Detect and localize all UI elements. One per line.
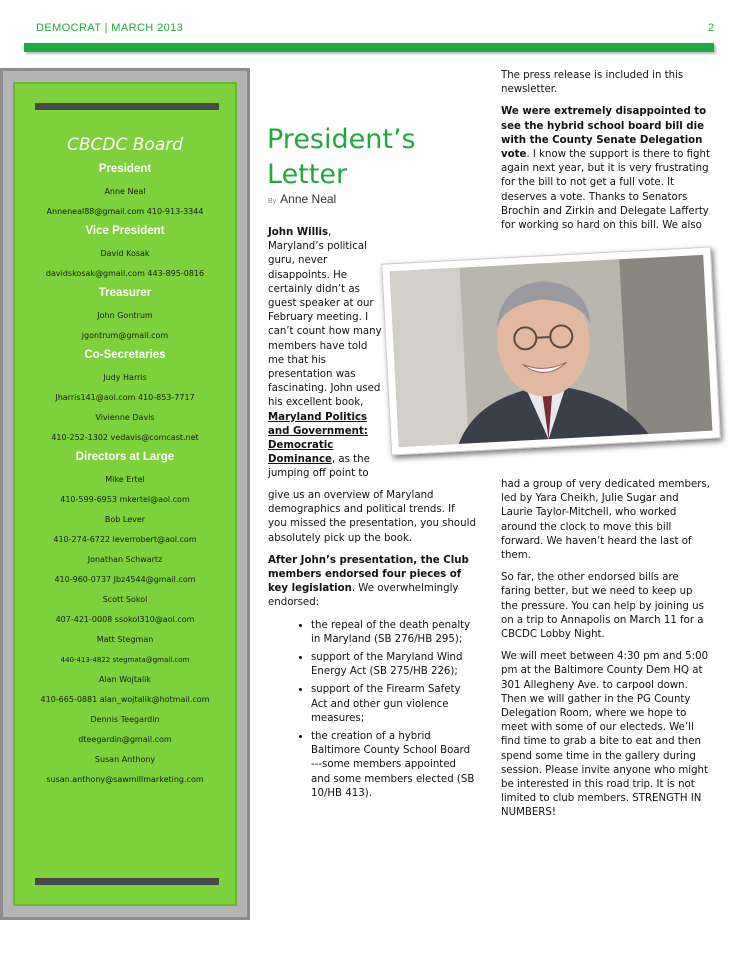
text: , as the jumping off point to xyxy=(268,454,370,480)
board-member-line: 410-665-0881 alan_wojtalik@hotmail.com xyxy=(40,695,210,704)
article-title: President’s Letter xyxy=(267,124,416,190)
paragraph xyxy=(268,554,476,611)
board-member-line: davidskosak@gmail.com 443-895-0816 xyxy=(45,269,205,278)
board-member-line: Judy Harris xyxy=(103,373,147,382)
board-member-line: Vivienne Davis xyxy=(95,413,155,422)
lead-name: John Willis xyxy=(268,227,329,238)
header-rule xyxy=(24,43,714,52)
board-member-line: Mike Ertel xyxy=(105,475,145,484)
text: . We overwhelmingly endorsed: xyxy=(268,583,459,609)
board-role-heading: Vice President xyxy=(85,225,165,237)
board-member-line: Matt Stegman xyxy=(96,635,154,644)
board-list xyxy=(15,134,235,786)
board-member-line: susan.anthony@sawmillmarketing.com xyxy=(46,775,204,784)
board-member-line: 410-274-6722 leverrobert@aol.com xyxy=(53,535,197,544)
board-member-line: 410-252-1302 vedavis@comcast.net xyxy=(51,433,199,442)
article-column-2-top xyxy=(501,69,711,241)
board-role-heading: Co-Secretaries xyxy=(84,349,166,361)
board-member-line: Alan Wojtalik xyxy=(99,675,151,684)
byline-prefix: By xyxy=(268,198,277,205)
text: . I know the support is there to fight again next year, but it is very frustrating for the bill to not get a full vote. It deserves a vote. Thanks to Senators Brochin and Zirkin and Delegate Lafferty for working so hard on this bill. We also xyxy=(501,149,710,232)
bold-text: After John’s presentation, the Club members endorsed four pieces of key legislation xyxy=(268,554,469,595)
photo-image xyxy=(390,255,713,447)
paragraph: So far, the other endorsed bills are faring better, but we need to keep up the pressure. You can help by joining us on a trip to Annapolis on March 11 for a CBCDC Lobby Night. xyxy=(501,572,704,641)
board-member-line: Jharris141@aol.com 410-853-7717 xyxy=(55,393,195,402)
board-member-line: Anneneal88@gmail.com 410-913-3344 xyxy=(46,207,204,216)
text: , Maryland’s political guru, never disappoints. He certainly didn’t as guest speaker at our February meeting. I can’t count how many members have told me that his presentation was fascinating. John used his excellent book, xyxy=(268,227,382,409)
byline-author: Anne Neal xyxy=(280,192,337,206)
board-role-heading: Directors at Large xyxy=(75,451,175,463)
list-item: • support of the Maryland Wind Energy Act (SB 275/HB 226); xyxy=(311,651,476,679)
paragraph xyxy=(268,226,386,482)
paragraph: give us an overview of Maryland demographics and political trends. If you missed the presentation, you should absolutely pick up the book. xyxy=(268,490,476,544)
sidebar-top-rule xyxy=(35,103,219,110)
board-member-line: Jonathan Schwartz xyxy=(87,555,163,564)
board-member-line: Scott Sokol xyxy=(102,595,148,604)
board-member-line: 407-421-0008 ssokol310@aol.com xyxy=(55,615,195,624)
list-item: • the repeal of the death penalty in Maryland (SB 276/HB 295); xyxy=(311,619,476,647)
board-member-line: Susan Anthony xyxy=(94,755,156,764)
board-role-heading: Treasurer xyxy=(98,287,152,299)
board-member-line: dteegardin@gmail.com xyxy=(78,735,172,744)
board-member-line: 410-599-6953 mkertel@aol.com xyxy=(60,495,190,504)
article-column-1 xyxy=(268,489,476,805)
article-column-2-bottom xyxy=(501,478,711,829)
sidebar-bottom-rule xyxy=(35,878,219,885)
portrait-photo xyxy=(381,246,721,455)
portrait-illustration xyxy=(390,255,713,447)
board-member-line: Dennis Teegardin xyxy=(90,715,160,724)
list-item: • the creation of a hybrid Baltimore County School Board ---some members appointed and some members elected (SB 10/HB 413). xyxy=(311,730,476,801)
paragraph: We will meet between 4:30 pm and 5:00 pm at the Baltimore County Dem HQ at 301 Allegheny Ave. to carpool down. Then we will gather in the PG County Delegation Room, where we hope to meet with some of our electeds. We’ll find time to grab a bite to eat and then spend some time in the gallery during session. Please invite anyone who might be interested in this road trip. It is not limited to club members. STRENGTH IN NUMBERS! xyxy=(501,651,709,819)
byline xyxy=(268,192,336,206)
sidebar-frame xyxy=(0,68,250,920)
board-sidebar xyxy=(13,82,237,906)
list-item: • support of the Firearm Safety Act and other gun violence measures; xyxy=(311,683,476,726)
header-issue: DEMOCRAT | MARCH 2013 xyxy=(36,22,184,34)
board-member-line: Anne Neal xyxy=(104,187,146,196)
board-member-line: John Gontrum xyxy=(97,311,153,320)
page-number: 2 xyxy=(708,22,715,34)
paragraph: The press release is included in this newsletter. xyxy=(501,70,684,96)
article-column-1-top xyxy=(268,226,386,490)
endorsement-list xyxy=(268,619,476,801)
board-member-line: 440-413-4822 stegmata@gmail.com xyxy=(60,656,190,664)
paragraph: had a group of very dedicated members, led by Yara Cheikh, Julie Sugar and Laurie Taylor-Mitchell, who worked around the clock to move this bill forward. We haven’t heard the last of them. xyxy=(501,479,710,562)
board-role-heading: President xyxy=(98,163,152,175)
board-member-line: jgontrum@gmail.com xyxy=(81,331,169,340)
board-member-line: David Kosak xyxy=(100,249,150,258)
board-member-line: Bob Lever xyxy=(104,515,146,524)
paragraph xyxy=(501,105,711,233)
bold-text: We were extremely disappointed to see the hybrid school board bill die with the County Senate Delegation vote xyxy=(501,106,707,161)
sidebar-title: CBCDC Board xyxy=(66,135,184,155)
book-title: Maryland Politics and Government: Democratic Dominance xyxy=(268,411,368,466)
board-member-line: 410-960-0737 Jbz4544@gmail.com xyxy=(54,575,196,584)
